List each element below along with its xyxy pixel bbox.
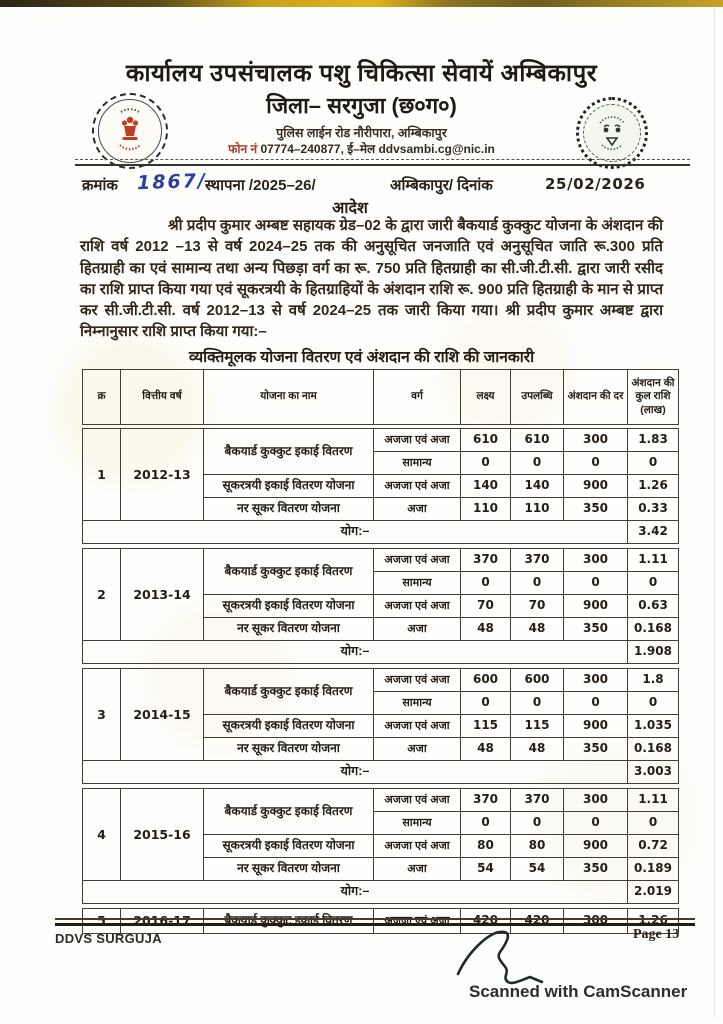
year-block-table: [82, 428, 679, 544]
rate-cell: 0: [564, 572, 628, 595]
place-date-label: अम्बिकापुर/ दिनांक: [390, 177, 493, 194]
total-amount-cell: 3.42: [628, 521, 679, 544]
achievement-cell: 600: [511, 669, 564, 692]
category-cell: अजजा एवं अजा: [374, 549, 461, 572]
category-cell: अजा: [374, 618, 461, 641]
table-row: [83, 429, 679, 452]
amount-cell: 1.11: [628, 789, 679, 812]
footer-office-code: DDVS SURGUJA: [55, 931, 162, 946]
rate-cell: 300: [564, 789, 628, 812]
amount-cell: 1.26: [628, 909, 679, 934]
fiscal-year-cell: 2013-14: [121, 549, 204, 641]
rate-cell: 350: [564, 738, 628, 761]
scheme-name-cell: सूकरत्रयी इकाई वितरण योजना: [204, 835, 374, 858]
stamp-graphic: [590, 111, 634, 155]
category-cell: सामान्य: [374, 692, 461, 715]
scan-edge-strip: [0, 0, 723, 7]
amount-cell: 0: [628, 452, 679, 475]
scan-edge-line: [714, 7, 715, 1017]
category-cell: अजजा एवं अजा: [374, 595, 461, 618]
rate-cell: 300: [564, 429, 628, 452]
target-cell: 54: [461, 858, 511, 881]
category-cell: अजा: [374, 738, 461, 761]
amount-cell: 0.63: [628, 595, 679, 618]
achievement-cell: 0: [511, 692, 564, 715]
category-cell: अजजा एवं अजा: [374, 909, 461, 934]
scheme-name-cell: बैकयार्ड कुक्कुट इकाई वितरण: [204, 429, 374, 475]
category-cell: अजा: [374, 498, 461, 521]
rate-cell: 350: [564, 858, 628, 881]
column-header: लक्ष्य: [461, 370, 511, 425]
amount-cell: 0.33: [628, 498, 679, 521]
year-block-table: [82, 668, 679, 784]
serial-cell: 2: [83, 549, 121, 641]
rate-cell: 900: [564, 475, 628, 498]
achievement-cell: 48: [511, 618, 564, 641]
office-address: पुलिस लाईन रोड नौरीपारा, अम्बिकापुर: [276, 126, 447, 140]
page-number: Page 13: [633, 927, 680, 942]
category-cell: सामान्य: [374, 572, 461, 595]
total-row: [83, 641, 679, 664]
target-cell: 0: [461, 452, 511, 475]
rate-cell: 0: [564, 692, 628, 715]
total-row: [83, 881, 679, 904]
serial-cell: 3: [83, 669, 121, 761]
order-heading: आदेश: [332, 200, 368, 217]
phone-email-text: 07774–240877, ई–मेल ddvsambi.cg@nic.in: [260, 142, 495, 156]
handwritten-serial-number: 1867/: [136, 169, 208, 195]
total-label-cell: योग:–: [83, 641, 628, 664]
column-header: उपलब्धि: [511, 370, 564, 425]
total-amount-cell: 1.908: [628, 641, 679, 664]
target-cell: 48: [461, 738, 511, 761]
target-cell: 0: [461, 812, 511, 835]
table-header-row: [82, 369, 679, 425]
rate-cell: 350: [564, 618, 628, 641]
achievement-cell: 80: [511, 835, 564, 858]
year-block-table: [82, 548, 679, 664]
column-header: वर्ग: [374, 370, 461, 425]
ashoka-emblem-graphic: [103, 104, 157, 158]
rate-cell: 300: [564, 909, 628, 934]
amount-cell: 0.168: [628, 618, 679, 641]
target-cell: 0: [461, 692, 511, 715]
achievement-cell: 140: [511, 475, 564, 498]
scheme-name-cell: सूकरत्रयी इकाई वितरण योजना: [204, 715, 374, 738]
serial-cell: 5: [83, 909, 121, 934]
header-divider-dashed: [75, 159, 690, 160]
category-cell: अजजा एवं अजा: [374, 475, 461, 498]
target-cell: 0: [461, 572, 511, 595]
office-title: कार्यालय उपसंचालक पशु चिकित्सा सेवायें अम्बिकापुर: [125, 60, 598, 87]
rate-cell: 900: [564, 595, 628, 618]
rate-cell: 900: [564, 715, 628, 738]
achievement-cell: 70: [511, 595, 564, 618]
target-cell: 110: [461, 498, 511, 521]
category-cell: अजजा एवं अजा: [374, 835, 461, 858]
date-value: 25/02/2026: [545, 175, 646, 193]
government-emblem-icon: [92, 93, 168, 169]
column-header: अंशदान की कुल राशि (लाख): [628, 370, 679, 425]
rate-cell: 900: [564, 835, 628, 858]
sthapana-text: स्थापना /2025–26/: [205, 177, 316, 194]
category-cell: अजजा एवं अजा: [374, 669, 461, 692]
amount-cell: 1.26: [628, 475, 679, 498]
total-label-cell: योग:–: [83, 881, 628, 904]
amount-cell: 1.035: [628, 715, 679, 738]
column-header: अंशदान की दर: [564, 370, 628, 425]
total-label-cell: योग:–: [83, 761, 628, 784]
achievement-cell: 110: [511, 498, 564, 521]
target-cell: 610: [461, 429, 511, 452]
amount-cell: 1.83: [628, 429, 679, 452]
amount-cell: 0: [628, 572, 679, 595]
order-paragraph: श्री प्रदीप कुमार अम्बष्ट सहायक ग्रेड–02 के द्वारा जारी बैकयार्ड कुक्कुट योजना के अंशदान की राशि वर्ष 2012 –13 से वर्ष 2024–25 तक की अनुसूचित जनजाति एवं अनुसूचित जाति रू.300 प्रति हितग्राही का एवं सामान्य तथा अन्य पिछड़ा वर्ग का रू. 750 प्रति हितग्राही का सी.जी.टी.सी. द्वारा जारी रसीद का राशि प्राप्त किया गया एवं सूकरत्रयी के हितग्राहियों के अंशदान राशि रू. 900 प्रति हितग्राही के मान से प्राप्त कर सी.जी.टी.सी. वर्ष 2012–13 से वर्ष 2024–25 तक जारी किया गया। श्री प्रदीप कुमार अम्बष्ट द्वारा निम्नानुसार राशि प्राप्त किया गया:–: [80, 217, 663, 341]
fiscal-year-cell: 2015-16: [121, 789, 204, 881]
target-cell: 70: [461, 595, 511, 618]
scheme-name-cell: नर सूकर वितरण योजना: [204, 738, 374, 761]
category-cell: अजा: [374, 858, 461, 881]
achievement-cell: 370: [511, 549, 564, 572]
category-cell: अजजा एवं अजा: [374, 429, 461, 452]
kramank-label: क्रमांक: [82, 177, 118, 194]
scheme-name-cell: बैकयार्ड कुक्कुट इकाई वितरण: [204, 549, 374, 595]
scheme-name-cell: बैकयार्ड कुक्कुट इकाई वितरण: [204, 789, 374, 835]
serial-cell: 1: [83, 429, 121, 521]
amount-cell: 1.11: [628, 549, 679, 572]
target-cell: 48: [461, 618, 511, 641]
total-amount-cell: 2.019: [628, 881, 679, 904]
rate-cell: 350: [564, 498, 628, 521]
achievement-cell: 0: [511, 812, 564, 835]
scheme-name-cell: सूकरत्रयी इकाई वितरण योजना: [204, 475, 374, 498]
target-cell: 140: [461, 475, 511, 498]
table-row: [83, 669, 679, 692]
amount-cell: 0.72: [628, 835, 679, 858]
fiscal-year-cell: 2014-15: [121, 669, 204, 761]
page-bottom-rule: [55, 918, 695, 926]
category-cell: सामान्य: [374, 812, 461, 835]
target-cell: 420: [461, 909, 511, 934]
amount-cell: 1.8: [628, 669, 679, 692]
amount-cell: 0.168: [628, 738, 679, 761]
target-cell: 370: [461, 549, 511, 572]
scheme-name-cell: बैकयार्ड कुक्कुट इकाई वितरण: [204, 909, 374, 934]
target-cell: 370: [461, 789, 511, 812]
rate-cell: 0: [564, 452, 628, 475]
header-divider-solid: [75, 164, 690, 166]
column-header: योजना का नाम: [204, 370, 374, 425]
department-stamp-inner: [583, 104, 641, 162]
phone-label: फोन नं: [228, 142, 258, 156]
achievement-cell: 48: [511, 738, 564, 761]
rate-cell: 0: [564, 812, 628, 835]
table-row: [83, 549, 679, 572]
table-title: व्यक्तिमूलक योजना वितरण एवं अंशदान की राशि की जानकारी: [188, 349, 535, 366]
scheme-name-cell: नर सूकर वितरण योजना: [204, 858, 374, 881]
amount-cell: 0: [628, 692, 679, 715]
scheme-name-cell: नर सूकर वितरण योजना: [204, 618, 374, 641]
scheme-contribution-table: [82, 369, 682, 938]
total-row: [83, 521, 679, 544]
scheme-name-cell: सूकरत्रयी इकाई वितरण योजना: [204, 595, 374, 618]
camscanner-watermark: Scanned with CamScanner: [469, 982, 688, 1001]
year-block-table: [82, 788, 679, 904]
achievement-cell: 115: [511, 715, 564, 738]
category-cell: सामान्य: [374, 452, 461, 475]
column-header: वित्तीय वर्ष: [121, 370, 204, 425]
rate-cell: 300: [564, 669, 628, 692]
total-row: [83, 761, 679, 784]
table-row: [83, 789, 679, 812]
category-cell: अजजा एवं अजा: [374, 789, 461, 812]
achievement-cell: 370: [511, 789, 564, 812]
category-cell: अजजा एवं अजा: [374, 715, 461, 738]
target-cell: 80: [461, 835, 511, 858]
fiscal-year-cell: 2012-13: [121, 429, 204, 521]
scheme-name-cell: नर सूकर वितरण योजना: [204, 498, 374, 521]
government-emblem-inner: [98, 99, 162, 163]
district-title: जिला– सरगुजा (छ०ग०): [266, 93, 457, 118]
achievement-cell: 0: [511, 572, 564, 595]
rate-cell: 300: [564, 549, 628, 572]
serial-cell: 4: [83, 789, 121, 881]
scheme-name-cell: बैकयार्ड कुक्कुट इकाई वितरण: [204, 669, 374, 715]
total-label-cell: योग:–: [83, 521, 628, 544]
total-amount-cell: 3.003: [628, 761, 679, 784]
amount-cell: 0.189: [628, 858, 679, 881]
achievement-cell: 0: [511, 452, 564, 475]
column-header: क्र: [83, 370, 121, 425]
fiscal-year-cell: 2016-17: [121, 909, 204, 934]
achievement-cell: 54: [511, 858, 564, 881]
amount-cell: 0: [628, 812, 679, 835]
achievement-cell: 420: [511, 909, 564, 934]
target-cell: 600: [461, 669, 511, 692]
target-cell: 115: [461, 715, 511, 738]
achievement-cell: 610: [511, 429, 564, 452]
